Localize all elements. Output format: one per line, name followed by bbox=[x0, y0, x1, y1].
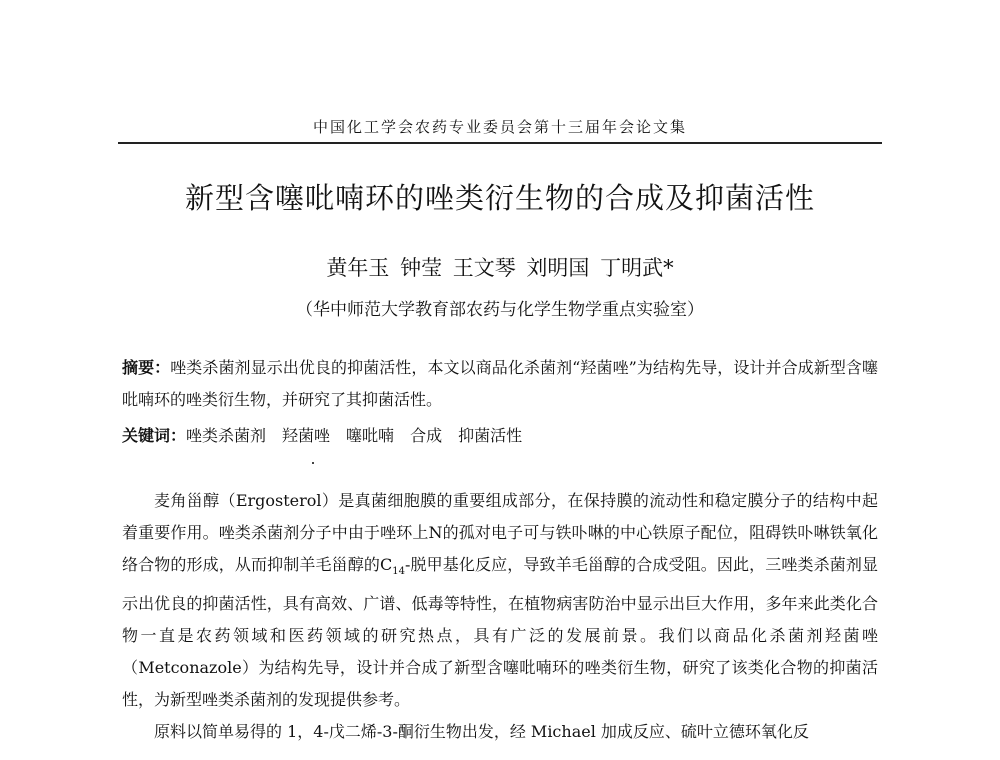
paragraph-text: 麦角甾醇（Ergosterol）是真菌细胞膜的重要组成部分，在保持膜的流动性和稳定膜分子的结构中起着重要作用。唑类杀菌剂分子中由于唑环上N的孤对电子可与铁卟啉的中心铁原子配位，阻碍铁卟啉铁氧化络合物的形成，从而抑制羊毛甾醇的C bbox=[122, 491, 878, 574]
paragraph bbox=[122, 485, 878, 716]
abstract bbox=[122, 352, 878, 416]
keyword: 羟菌唑 bbox=[282, 426, 331, 445]
keyword: 抑菌活性 bbox=[458, 426, 523, 445]
running-header: 中国化工学会农药专业委员会第十三届年会论文集 bbox=[312, 118, 687, 136]
keywords-label: 关键词： bbox=[122, 426, 187, 445]
author-list: 黄年玉 钟莹 王文琴 刘明国 丁明武* bbox=[326, 256, 674, 280]
keyword: 噻吡喃 bbox=[346, 426, 395, 445]
keywords bbox=[122, 420, 878, 452]
keyword: 唑类杀菌剂 bbox=[186, 426, 267, 445]
scan-speck bbox=[312, 462, 314, 464]
abstract-text: 唑类杀菌剂显示出优良的抑菌活性，本文以商品化杀菌剂“羟菌唑”为结构先导，设计并合成新型含噻吡喃环的唑类衍生物，并研究了其抑菌活性。 bbox=[122, 358, 878, 409]
keyword: 合成 bbox=[410, 426, 443, 445]
abstract-label: 摘要： bbox=[122, 358, 171, 377]
paragraph bbox=[122, 716, 878, 746]
affiliation: （华中师范大学教育部农药与化学生物学重点实验室） bbox=[296, 300, 704, 320]
subscript: 14 bbox=[392, 566, 405, 578]
paragraph-text: -脱甲基化反应，导致羊毛甾醇的合成受阻。因此，三唑类杀菌剂显示出优良的抑菌活性，具有高效、广谱、低毒等特性，在植物病害防治中显示出巨大作用，多年来此类化合物一直是农药领域和医药领域的研究热点，具有广泛的发展前景。我们以商品化杀菌剂羟菌唑（Metconazole）为结构先导，设计并合成了新型含噻吡喃环的唑类衍生物，研究了该类化合物的抑菌活性，为新型唑类杀菌剂的发现提供参考。 bbox=[122, 555, 878, 710]
header-rule bbox=[118, 142, 882, 144]
paper-title: 新型含噻吡喃环的唑类衍生物的合成及抑菌活性 bbox=[184, 181, 815, 215]
paragraph-text: 原料以简单易得的 1，4-戊二烯-3-酮衍生物出发，经 Michael 加成反应、硫叶立德环氧化反 bbox=[154, 722, 809, 742]
body-text bbox=[122, 485, 878, 746]
